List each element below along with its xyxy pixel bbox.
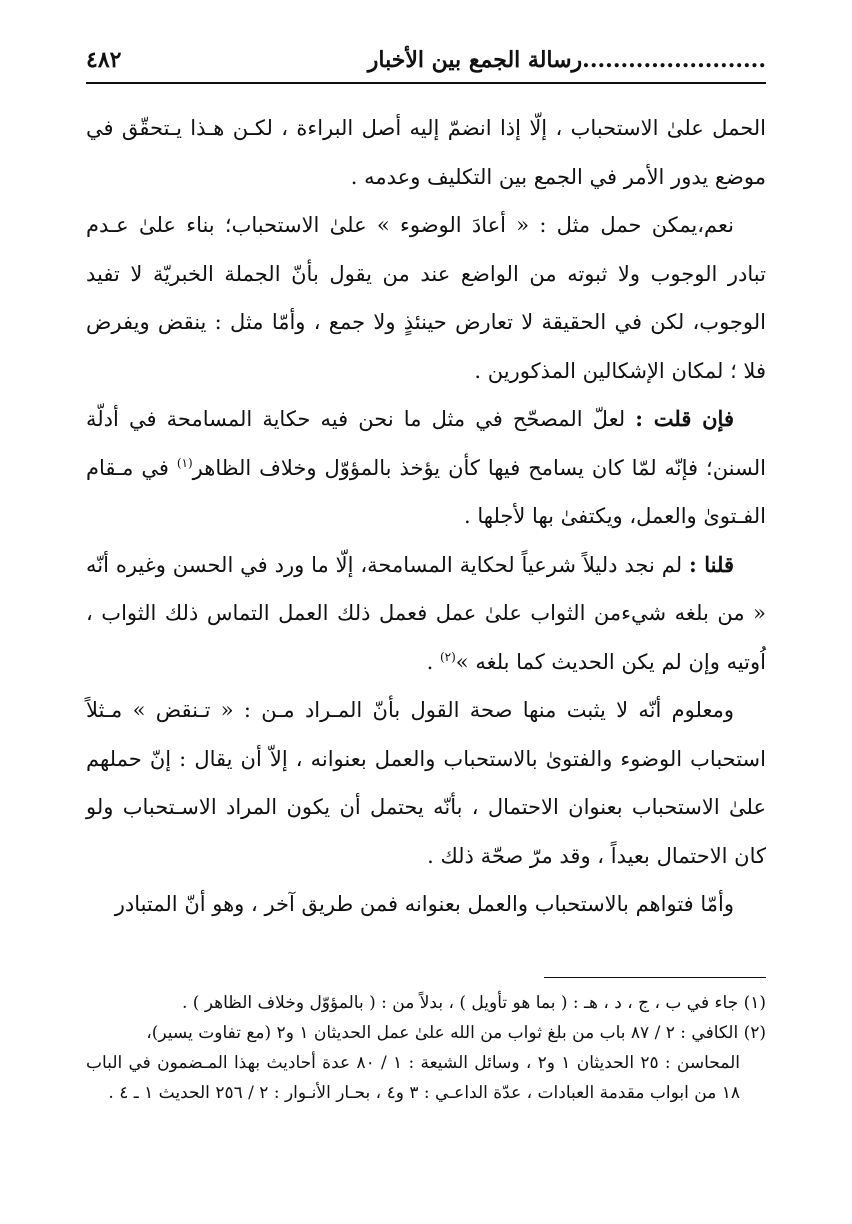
footnote-text: جاء في ب ، ج ، د ، هـ : ( بما هو تأويل ) ، بدلاً من : ( بالمؤوّل وخلاف الظاهر ) . xyxy=(181,993,739,1013)
running-title: ........................رسالة الجمع بين الأخبار xyxy=(367,47,766,73)
footnote-reference: (١) xyxy=(176,455,193,470)
footnote xyxy=(86,988,766,1018)
footnote-text: الكافي : ٢ / ٨٧ باب من بلغ ثواب من الله علىٰ عمل الحديثان ١ و٢ (مع تفاوت يسير)، xyxy=(146,1023,739,1043)
paragraph-text: نعم،يمكن حمل مثل : « أعادَ الوضوء » علىٰ الاستحباب؛ بناء علىٰ عـدم تبادر الوجوب ولا ثبوته من الواضع عند من يقول بأنّ الجملة الخبريّة لا تفيد الوجوب، لكن في الحقيقة لا تعارض حينئذٍ ولا جمع ، وأمّا مثل : ينقض ويفرض فلا ؛ لمكان الإشكالين المذكورين . xyxy=(86,213,766,383)
paragraph-text: في مـقام الفـتوىٰ والعمل، ويكتفىٰ بها لأجلها . xyxy=(86,455,766,528)
paragraph-text: وأمّا فتواهم بالاستحباب والعمل بعنوانه فمن طريق آخر ، وهو أنّ المتبادر xyxy=(114,892,734,916)
paragraph xyxy=(86,201,766,395)
paragraph xyxy=(86,686,766,880)
footnote xyxy=(86,1018,766,1048)
footnote-number: (٢) xyxy=(743,1023,766,1043)
footnote-number: (١) xyxy=(743,993,766,1013)
paragraph xyxy=(86,104,766,201)
paragraph xyxy=(86,880,766,929)
footnote-continuation xyxy=(86,1048,766,1108)
footnote-reference: (٢) xyxy=(439,649,456,664)
paragraph-lead: قلنا : xyxy=(689,551,735,577)
paragraph-text: الحمل علىٰ الاستحباب ، إلّا إذا انضمّ إليه أصل البراءة ، لكـن هـذا يـتحقّق في موضع يدور الأمر في الجمع بين التكليف وعدمه . xyxy=(86,116,766,189)
paragraph-text: . xyxy=(426,649,440,674)
footnote-divider xyxy=(544,977,766,978)
main-text xyxy=(86,104,766,929)
footnote-text: المحاسن : ٢٥ الحديثان ١ و٢ ، وسائل الشيعة : ١ / ٨٠ عدة أحاديث بهذا المـضمون في الباب ١٨ من ابواب مقدمة العبادات ، عدّة الداعـي : ٣ و٤ ، بحـار الأنـوار : ٢ / ٢٥٦ الحديث ١ ـ ٤ . xyxy=(86,1053,740,1103)
paragraph-text: لم نجد دليلاً شرعياً لحكاية المسامحة، إلّا ما ورد في الحسن وغيره أنّه « من بلغه شيءمن الثواب علىٰ عمل فعمل ذلك العمل التماس ذلك الثواب ، اُوتيه وإن لم يكن الحديث كما بلغه » xyxy=(86,552,766,674)
paragraph-text: ومعلوم أنّه لا يثبت منها صحة القول بأنّ المـراد مـن : « تـنقض » مـثلاً استحباب الوضوء والفتوىٰ بالاستحباب والعمل بعنوانه ، إلاّ أن يقال : إنّ حملهم علىٰ الاستحباب بعنوان الاحتمال ، بأنّه يحتمل أن يكون المراد الاسـتحباب ولو كان الاحتمال بعيداً ، وقد مرّ صحّة ذلك . xyxy=(86,698,766,868)
paragraph-lead: فإن قلت : xyxy=(635,406,734,431)
paragraph xyxy=(86,395,766,541)
paragraph xyxy=(86,541,766,687)
page-header xyxy=(86,38,766,84)
footnotes xyxy=(86,988,766,1108)
paragraph-text: لعلّ المصحّح في مثل ما نحن فيه حكاية المسامحة في أدلّة السنن؛ فإنّه لمّا كان يسامح فيها كأن يؤخذ بالمؤوّل وخلاف الظاهر xyxy=(86,407,766,480)
page-number: ٤٨٢ xyxy=(86,47,122,73)
